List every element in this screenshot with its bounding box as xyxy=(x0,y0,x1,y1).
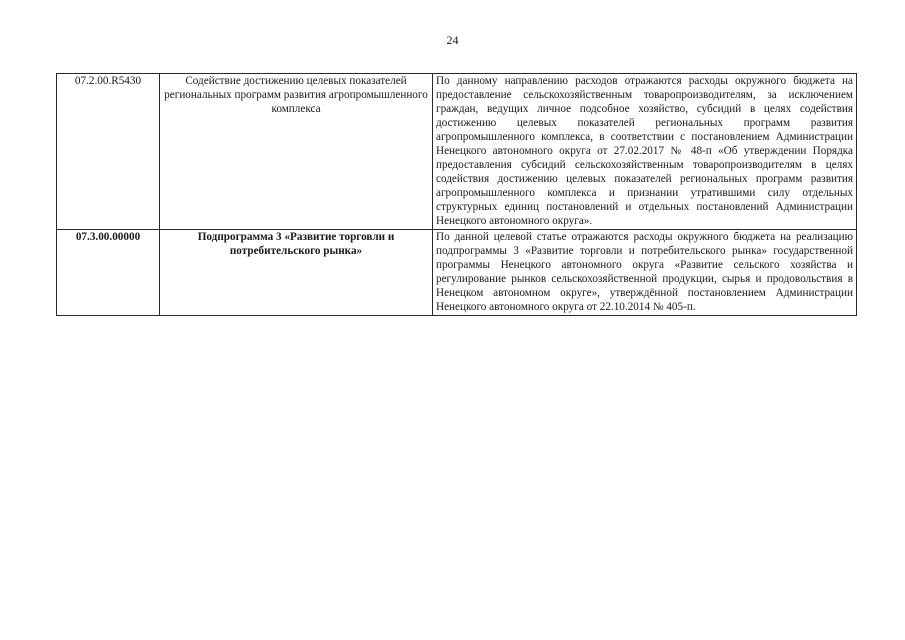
target-article-code: 07.3.00.00000 xyxy=(57,230,160,316)
budget-classification-table xyxy=(56,73,857,316)
target-article-code: 07.2.00.R5430 xyxy=(57,74,160,230)
target-article-name: Содействие достижению целевых показателей региональных программ развития агропромышленного комплекса xyxy=(160,74,433,230)
page-number: 24 xyxy=(446,33,459,47)
target-article-description: По данному направлению расходов отражаются расходы окружного бюджета на предоставление сельскохозяйственным товаропроизводителям, за исключением граждан, ведущих личное подсобное хозяйство, субсидий в целях содействия достижению целевых показателей региональных программ развития агропромышленного комплекса, в соответствии с постановлением Администрации Ненецкого автономного округа от 27.02.2017 № 48-п «Об утверждении Порядка предоставления субсидий сельскохозяйственным товаропроизводителям в целях содействия достижению целевых показателей региональных программ развития агропромышленного комплекса и признании утратившими силу отдельных структурных единиц постановлений и отдельных постановлений Администрации Ненецкого автономного округа». xyxy=(433,74,857,230)
table-row xyxy=(57,230,857,316)
target-article-name: Подпрограмма 3 «Развитие торговли и потребительского рынка» xyxy=(160,230,433,316)
target-article-description: По данной целевой статье отражаются расходы окружного бюджета на реализацию подпрограммы 3 «Развитие торговли и потребительского рынка» государственной программы Ненецкого автономного округа «Развитие сельского хозяйства и регулирование рынков сельскохозяйственной продукции, сырья и продовольствия в Ненецком автономном округе», утверждённой постановлением Администрации Ненецкого автономного округа от 22.10.2014 № 405-п. xyxy=(433,230,857,316)
table-row xyxy=(57,74,857,230)
